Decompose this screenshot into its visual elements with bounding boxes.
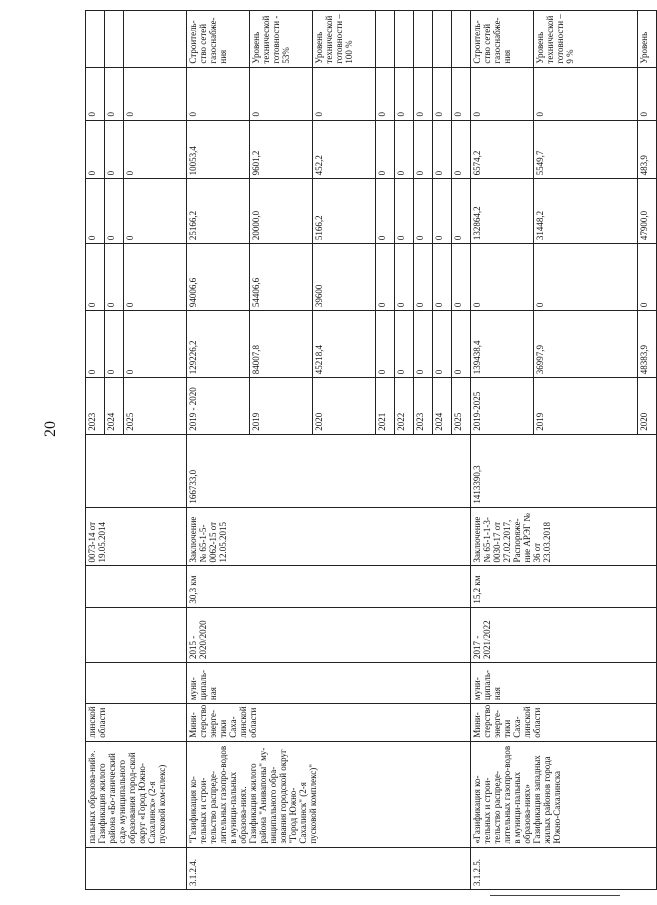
value-cell: 0	[86, 244, 105, 311]
value-cell: 0	[414, 120, 433, 179]
cost-cell	[86, 434, 187, 507]
value-cell: 20000,0	[250, 179, 313, 244]
value-cell: 0	[376, 244, 395, 311]
value-cell: 54406,6	[250, 244, 313, 311]
value-cell: 0	[124, 120, 187, 179]
row-number-cell: 3.1.2.5.	[471, 847, 657, 889]
capacity-cell: 30,3 км	[187, 566, 471, 607]
rotated-table-frame	[85, 10, 649, 890]
table-row	[187, 11, 250, 890]
value-cell: 84007,8	[250, 311, 313, 378]
value-cell: 452,2	[313, 120, 376, 179]
year-cell: 2021	[376, 378, 395, 434]
year-cell: 2019 - 2020	[187, 378, 250, 434]
value-cell: 0	[433, 244, 452, 311]
ownership-cell: муни-ципаль-ная	[187, 662, 471, 703]
row-number-cell	[86, 847, 187, 889]
table-row	[471, 11, 534, 890]
result-cell	[433, 11, 452, 68]
value-cell: 0	[376, 120, 395, 179]
value-cell: 0	[124, 311, 187, 378]
value-cell: 0	[433, 179, 452, 244]
value-cell: 0	[105, 120, 124, 179]
result-cell: Строитель-ство сетей газоснабже-ния	[471, 11, 534, 68]
value-cell: 0	[124, 67, 187, 120]
value-cell: 6574,2	[471, 120, 534, 179]
value-cell: 0	[534, 67, 638, 120]
term-cell: 2017 - 2021/2022	[471, 607, 657, 662]
value-cell: 0	[433, 67, 452, 120]
value-cell: 129226,2	[187, 311, 250, 378]
table-row	[86, 11, 105, 890]
value-cell: 25166,2	[187, 179, 250, 244]
value-cell: 0	[187, 67, 250, 120]
result-cell	[124, 11, 187, 68]
value-cell: 0	[452, 244, 471, 311]
value-cell: 36997,9	[534, 311, 638, 378]
result-cell	[414, 11, 433, 68]
value-cell: 0	[414, 179, 433, 244]
year-cell: 2019-2025	[471, 378, 534, 434]
value-cell: 5166,2	[313, 179, 376, 244]
value-cell: 39600	[313, 244, 376, 311]
result-cell	[376, 11, 395, 68]
executor-cell: Мини-стерство энерге-тики Саха-линской области	[471, 704, 657, 742]
year-cell: 2019	[250, 378, 313, 434]
value-cell: 0	[105, 179, 124, 244]
year-cell: 2023	[414, 378, 433, 434]
value-cell: 31448,2	[534, 179, 638, 244]
result-cell: Уровень технической готовности - 53%	[250, 11, 313, 68]
capacity-cell: 15,2 км	[471, 566, 657, 607]
value-cell: 483,9	[638, 120, 657, 179]
value-cell: 0	[395, 120, 414, 179]
value-cell: 0	[534, 244, 638, 311]
result-cell	[86, 11, 105, 68]
value-cell: 0	[105, 67, 124, 120]
value-cell: 139438,4	[471, 311, 534, 378]
value-cell: 0	[376, 311, 395, 378]
value-cell: 0	[86, 120, 105, 179]
year-cell: 2025	[124, 378, 187, 434]
value-cell: 0	[86, 179, 105, 244]
value-cell: 0	[471, 244, 534, 311]
value-cell: 0	[414, 311, 433, 378]
result-cell	[395, 11, 414, 68]
value-cell: 0	[471, 67, 534, 120]
value-cell: 0	[433, 120, 452, 179]
value-cell: 0	[313, 67, 376, 120]
object-name-cell: "Газификация ко-тельных и строи-тельство распреде-лительных газопро-водов в муници-пальных образова-ниях. Газификация жилого района "Анивапоны" му-ниципального обра-зования городской округ "Город Южно-Сахалинск" (2-я пусковой комплекс)"	[187, 741, 471, 847]
value-cell: 0	[452, 120, 471, 179]
value-cell: 0	[452, 179, 471, 244]
value-cell: 0	[638, 67, 657, 120]
document-cell: 0073-14 от 19.05.2014	[86, 507, 187, 566]
value-cell: 0	[414, 244, 433, 311]
value-cell: 0	[124, 244, 187, 311]
year-cell: 2022	[395, 378, 414, 434]
value-cell: 0	[105, 311, 124, 378]
value-cell: 9601,2	[250, 120, 313, 179]
ownership-cell: муни-ципаль-ная	[471, 662, 657, 703]
capacity-cell	[86, 566, 187, 607]
value-cell: 0	[105, 244, 124, 311]
year-cell: 2019	[534, 378, 638, 434]
document-cell: Заключение № 65-1-5-0062-15 от 12.05.2015	[187, 507, 471, 566]
value-cell: 0	[452, 311, 471, 378]
value-cell: 0	[395, 311, 414, 378]
footer-rule	[490, 895, 620, 896]
value-cell: 10053,4	[187, 120, 250, 179]
executor-cell: Мини-стерство энерге-тики Саха-линской области	[187, 704, 471, 742]
year-cell: 2025	[452, 378, 471, 434]
value-cell: 0	[395, 179, 414, 244]
object-name-cell: пальных образова-ний». Газификация жилого района «Бо-танический сад» муниципального образования город-ской округ «Город Южно-Сахалинск» (2-я пусковой ком-плекс)	[86, 741, 187, 847]
result-cell: Строитель-ство сетей газоснабже-ния	[187, 11, 250, 68]
cost-cell: 1413390,3	[471, 434, 657, 507]
term-cell: 2015 - 2020/2020	[187, 607, 471, 662]
document-cell: Заключение № 65-1-1-3-0030-17 от 27.02.2017, Распоряже-ние АРЭГ № 36 от 23.03.2018	[471, 507, 657, 566]
value-cell: 0	[395, 67, 414, 120]
executor-cell: линской области	[86, 704, 187, 742]
value-cell: 0	[376, 179, 395, 244]
ownership-cell	[86, 662, 187, 703]
result-cell	[105, 11, 124, 68]
row-number-cell: 3.1.2.4.	[187, 847, 471, 889]
value-cell: 0	[86, 67, 105, 120]
value-cell: 0	[433, 311, 452, 378]
result-cell: Уровень технической готовности – 100 %	[313, 11, 376, 68]
value-cell: 45218,4	[313, 311, 376, 378]
result-cell: Уровень технической готовности – 9 %	[534, 11, 638, 68]
page-number: 20	[42, 421, 59, 437]
year-cell: 2020	[638, 378, 657, 434]
result-cell	[452, 11, 471, 68]
cost-cell: 166733,0	[187, 434, 471, 507]
object-name-cell: «Газификация ко-тельных и строи-тельство распреде-лительных газопро-водов в муници-пальных образова-ниях» Газификация западных жилых районов города Южно-Сахалинска	[471, 741, 657, 847]
year-cell: 2024	[433, 378, 452, 434]
value-cell: 94006,6	[187, 244, 250, 311]
year-cell: 2023	[86, 378, 105, 434]
value-cell: 0	[124, 179, 187, 244]
value-cell: 0	[638, 244, 657, 311]
value-cell: 0	[86, 311, 105, 378]
value-cell: 0	[395, 244, 414, 311]
result-cell: Уровень	[638, 11, 657, 68]
value-cell: 132864,2	[471, 179, 534, 244]
value-cell: 0	[452, 67, 471, 120]
value-cell: 48383,9	[638, 311, 657, 378]
value-cell: 5549,7	[534, 120, 638, 179]
value-cell: 0	[250, 67, 313, 120]
year-cell: 2024	[105, 378, 124, 434]
value-cell: 0	[414, 67, 433, 120]
value-cell: 47900,0	[638, 179, 657, 244]
year-cell: 2020	[313, 378, 376, 434]
financing-table	[85, 10, 657, 890]
value-cell: 0	[376, 67, 395, 120]
term-cell	[86, 607, 187, 662]
